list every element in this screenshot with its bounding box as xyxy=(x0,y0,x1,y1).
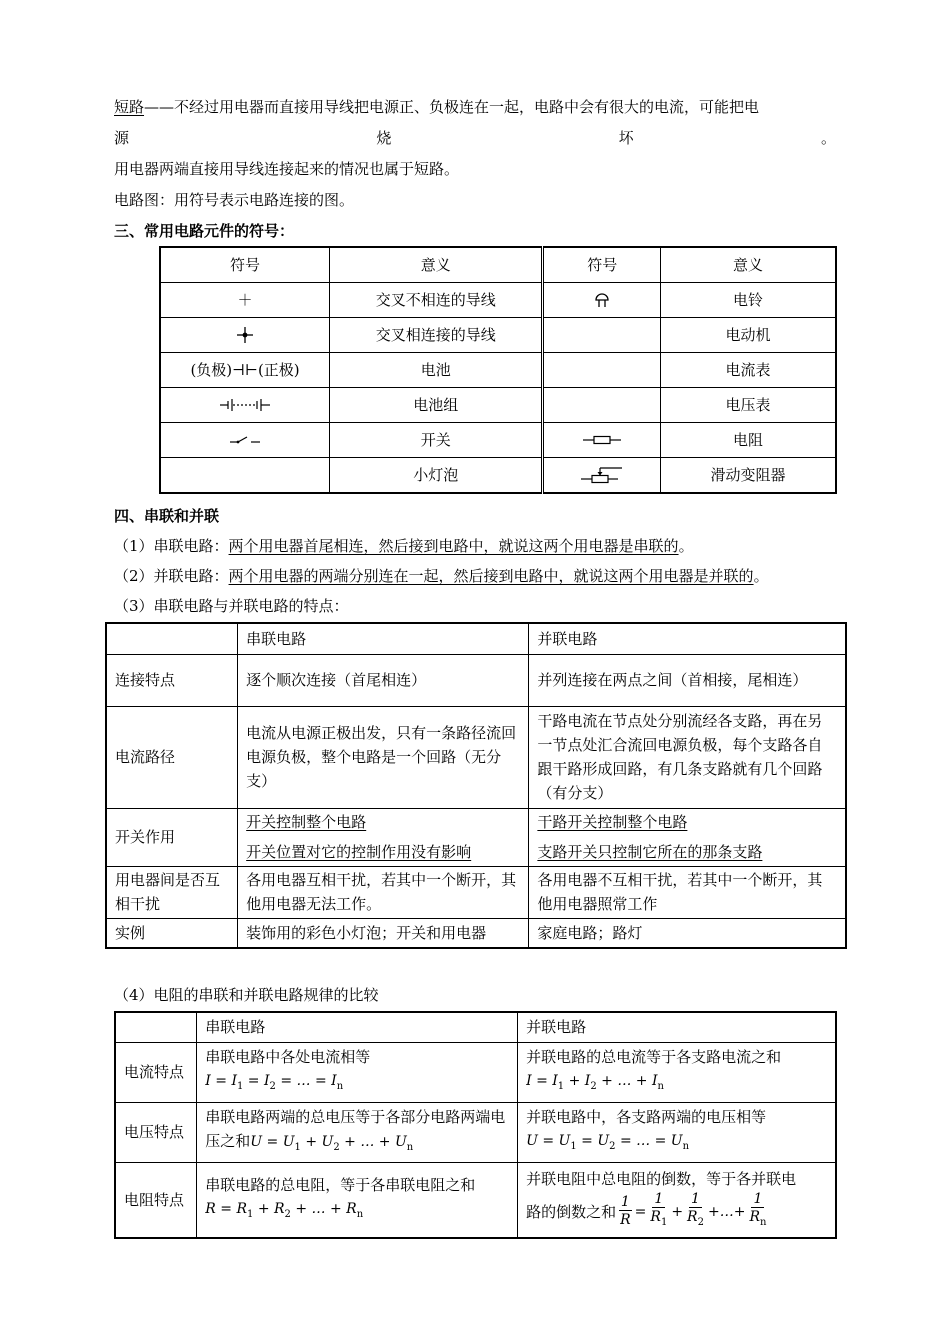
parallel-current-text: 并联电路的总电流等于各支路电流之和 xyxy=(526,1048,782,1067)
circuit-diagram-definition: 电路图：用符号表示电路连接的图。 xyxy=(114,191,355,209)
series-definition-text: 两个用电器首尾相连，然后接到电路中，就说这两个用电器是串联的 xyxy=(228,537,679,555)
meaning-cell: 电流表 xyxy=(661,353,836,388)
meaning-cell: 交叉相连接的导线 xyxy=(330,318,543,353)
series-cell xyxy=(197,1102,518,1162)
table-row xyxy=(106,918,846,948)
series-cell: 各用电器互相干扰，若其中一个断开，其他用电器无法工作。 xyxy=(238,866,529,918)
meaning-cell: 电阻 xyxy=(661,423,836,458)
header-cell: 串联电路 xyxy=(238,623,529,654)
series-cell: 电流从电源正极出发，只有一条路径流回电源负极，整个电路是一个回路（无分支） xyxy=(238,706,529,808)
series-current-text: 串联电路中各处电流相等 xyxy=(205,1048,371,1067)
table-row xyxy=(106,866,846,918)
series-cell xyxy=(197,1162,518,1238)
meaning-cell: 滑动变阻器 xyxy=(661,458,836,494)
meaning-cell: 开关 xyxy=(330,423,543,458)
table-row xyxy=(160,353,836,388)
header-cell xyxy=(115,1012,197,1042)
row-label: 开关作用 xyxy=(106,808,238,866)
header-cell: 并联电路 xyxy=(518,1012,836,1042)
row-label: 连接特点 xyxy=(106,654,238,706)
parallel-cell: 干路电流在节点处分别流经各支路，再在另一节点处汇合流回电源负极，每个支路各自跟干路形成回路，有几条支路就有几个回路（有分支） xyxy=(529,706,846,808)
short-circuit-line xyxy=(114,96,759,118)
item4-heading: （4）电阻的串联和并联电路规律的比较 xyxy=(114,986,379,1004)
parallel-cell: 家庭电路；路灯 xyxy=(529,918,846,948)
table-row xyxy=(106,706,846,808)
item3-heading: （3）串联电路与并联电路的特点： xyxy=(114,597,349,615)
parallel-resistance-line xyxy=(526,1191,827,1232)
symbol-cell xyxy=(543,318,661,353)
header-cell xyxy=(106,623,238,654)
parallel-current-formula: $I = I_1 + I_2$ + … + $I_n$ xyxy=(526,1073,664,1092)
series-voltage-formula: $U = U_1 + U_2$ + … + $U_n$ xyxy=(250,1133,414,1153)
symbol-cell xyxy=(160,388,330,423)
bell-icon xyxy=(592,291,612,309)
header-cell: 符号 xyxy=(543,247,661,283)
table-row xyxy=(115,1102,836,1162)
word: 源 xyxy=(114,129,130,147)
rheostat-icon xyxy=(580,465,624,485)
row-label: 电流特点 xyxy=(115,1042,197,1102)
series-cell: 逐个顺次连接（首尾相连） xyxy=(238,654,529,706)
row-label: 实例 xyxy=(106,918,238,948)
short-circuit-note: 用电器两端直接用导线连接起来的情况也属于短路。 xyxy=(114,160,460,178)
word: 坏 xyxy=(618,129,634,147)
table-row xyxy=(160,458,836,494)
punct: 。 xyxy=(753,567,769,585)
parallel-cell xyxy=(529,808,846,866)
symbols-table xyxy=(159,246,837,494)
parallel-resistance-text: 并联电阻中总电阻的倒数，等于各并联电 xyxy=(526,1170,797,1189)
parallel-cell xyxy=(518,1102,836,1162)
series-switch-line: 开关位置对它的控制作用没有影响 xyxy=(246,843,472,861)
series-switch-line: 开关控制整个电路 xyxy=(246,813,367,831)
table-row xyxy=(115,1162,836,1238)
parallel-cell xyxy=(518,1162,836,1238)
series-current-formula: $I = I_1 = I_2$ = … = $I_n$ xyxy=(205,1073,344,1092)
table-row xyxy=(106,808,846,866)
meaning-cell: 电池 xyxy=(330,353,543,388)
item-prefix: （1）串联电路： xyxy=(114,537,229,555)
header-cell: 符号 xyxy=(160,247,330,283)
meaning-cell: 交叉不相连的导线 xyxy=(330,283,543,318)
short-circuit-continuation xyxy=(114,127,836,149)
meaning-cell: 电动机 xyxy=(661,318,836,353)
symbol-cell xyxy=(543,423,661,458)
section4-heading: 四、串联和并联 xyxy=(114,507,220,525)
parallel-switch-line: 干路开关控制整个电路 xyxy=(537,813,688,831)
parallel-cell: 各用电器不互相干扰，若其中一个断开，其他用电器照常工作 xyxy=(529,866,846,918)
short-circuit-term: 短路 xyxy=(114,98,145,116)
parallel-voltage-text: 并联电路中，各支路两端的电压相等 xyxy=(526,1108,767,1127)
symbol-cell xyxy=(160,423,330,458)
table-row xyxy=(115,1042,836,1102)
series-cell: 装饰用的彩色小灯泡；开关和用电器 xyxy=(238,918,529,948)
header-cell: 意义 xyxy=(661,247,836,283)
row-label: 用电器间是否互相干扰 xyxy=(106,866,238,918)
symbol-cell xyxy=(160,318,330,353)
short-circuit-definition: ——不经过用电器而直接用导线把电源正、负极连在一起，电路中会有很大的电流，可能把电 xyxy=(144,98,760,116)
symbol-cell xyxy=(543,388,661,423)
series-voltage-text: 串联电路两端的总电压等于各部分电路两端电压之和 xyxy=(205,1107,506,1150)
header-cell: 并联电路 xyxy=(529,623,846,654)
series-resistance-text: 串联电路的总电阻，等于各串联电阻之和 xyxy=(205,1175,476,1194)
series-definition xyxy=(114,535,694,557)
table-header-row xyxy=(160,247,836,283)
series-resistance-formula: $R = R_1 + R_2$ + … + $R_n$ xyxy=(205,1200,364,1220)
table-row xyxy=(160,283,836,318)
parallel-voltage-formula: $U = U_1 = U_2$ = … = $U_n$ xyxy=(526,1133,690,1152)
parallel-definition-text: 两个用电器的两端分别连在一起，然后接到电路中，就说这两个用电器是并联的 xyxy=(228,567,754,585)
table-row xyxy=(160,388,836,423)
resistance-rules-table xyxy=(114,1011,837,1239)
parallel-definition xyxy=(114,565,769,587)
meaning-cell: 电压表 xyxy=(661,388,836,423)
word: 。 xyxy=(820,129,836,147)
row-label: 电流路径 xyxy=(106,706,238,808)
series-cell xyxy=(238,808,529,866)
series-cell xyxy=(197,1042,518,1102)
meaning-cell: 小灯泡 xyxy=(330,458,543,494)
meaning-cell: 电池组 xyxy=(330,388,543,423)
item-prefix: （2）并联电路： xyxy=(114,567,229,585)
series-parallel-comparison-table xyxy=(105,622,847,949)
battery-pack-icon xyxy=(219,398,271,412)
resistor-icon xyxy=(582,434,622,446)
parallel-resistance-formula: $\frac{1}{R}$ = $\frac{1}{R_1}$ + $\frac{1}{R_2}$ +…+ $\frac{1}{R_n}$ xyxy=(620,1191,767,1229)
table-row xyxy=(160,423,836,458)
junction-icon xyxy=(236,326,254,344)
symbol-cell xyxy=(543,458,661,494)
symbol-cell: (负极)⊣⊢(正极) xyxy=(160,353,330,388)
header-cell: 串联电路 xyxy=(197,1012,518,1042)
parallel-switch-line: 支路开关只控制它所在的那条支路 xyxy=(537,843,763,861)
switch-icon xyxy=(229,433,261,447)
table-header-row xyxy=(115,1012,836,1042)
symbol-cell: ＋ xyxy=(160,283,330,318)
table-header-row xyxy=(106,623,846,654)
word: 烧 xyxy=(376,129,392,147)
parallel-cell xyxy=(518,1042,836,1102)
symbol-cell xyxy=(543,353,661,388)
table-row xyxy=(106,654,846,706)
symbol-cell xyxy=(160,458,330,494)
header-cell: 意义 xyxy=(330,247,543,283)
section3-heading: 三、常用电路元件的符号： xyxy=(114,222,295,240)
parallel-resistance-text2: 路的倒数之和 xyxy=(526,1202,617,1221)
row-label: 电阻特点 xyxy=(115,1162,197,1238)
meaning-cell: 电铃 xyxy=(661,283,836,318)
symbol-cell xyxy=(543,283,661,318)
row-label: 电压特点 xyxy=(115,1102,197,1162)
table-row xyxy=(160,318,836,353)
parallel-cell: 并列连接在两点之间（首相接，尾相连） xyxy=(529,654,846,706)
punct: 。 xyxy=(678,537,694,555)
